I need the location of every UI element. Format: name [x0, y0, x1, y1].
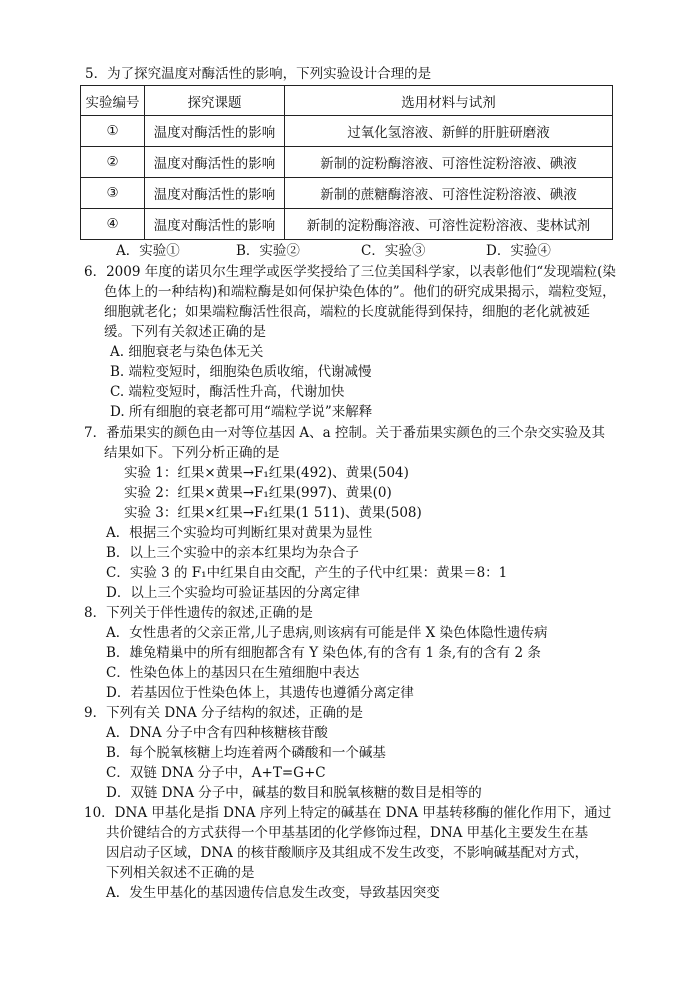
q5-stem: 5．为了探究温度对酶活性的影响，下列实验设计合理的是 [85, 66, 432, 82]
q9-option-b: B．每个脱氧核糖上均连着两个磷酸和一个碱基 [106, 745, 386, 761]
q7-stem-line: 7．番茄果实的颜色由一对等位基因 A、a 控制。关于番茄果实颜色的三个杂交实验及其 [84, 425, 605, 441]
q7-option-c: C．实验 3 的 F₁中红果自由交配，产生的子代中红果：黄果＝8：1 [106, 565, 508, 581]
q9-option-c: C．双链 DNA 分子中，A+T=G+C [106, 765, 326, 781]
q5-option-d: D．实验④ [486, 243, 551, 259]
q5-option-c: C．实验③ [361, 243, 426, 259]
q6-option-a: A. 细胞衰老与染色体无关 [110, 344, 264, 360]
table-cell: ④ [81, 209, 145, 240]
q6-option-c: C. 端粒变短时，酶活性升高，代谢加快 [110, 384, 345, 400]
table-cell: 温度对酶活性的影响 [145, 116, 285, 147]
q6-stem-line: 细胞就老化；如果端粒酶活性很高，端粒的长度就能得到保持，细胞的老化就被延 [104, 304, 590, 320]
q10-stem-line: 共价键结合的方式获得一个甲基基团的化学修饰过程，DNA 甲基化主要发生在基 [106, 825, 589, 841]
table-cell: ② [81, 147, 145, 178]
q7-experiment-2: 实验 2：红果×黄果→F₁红果(997)、黄果(0) [124, 485, 392, 501]
q7-stem-line: 结果如下。下列分析正确的是 [104, 445, 280, 461]
table-cell: 新制的蔗糖酶溶液、可溶性淀粉溶液、碘液 [285, 178, 613, 209]
table-row [81, 116, 613, 147]
q5-option-a: A．实验① [116, 243, 180, 259]
q5-options [116, 241, 636, 261]
q8-option-c: C．性染色体上的基因只在生殖细胞中表达 [106, 665, 360, 681]
table-cell: ③ [81, 178, 145, 209]
q6-stem-line: 缓。下列有关叙述正确的是 [104, 324, 266, 340]
q7-experiment-3: 实验 3：红果×红果→F₁红果(1 511)、黄果(508) [124, 505, 422, 521]
table-cell: 新制的淀粉酶溶液、可溶性淀粉溶液、斐林试剂 [285, 209, 613, 240]
q7-option-d: D．以上三个实验均可验证基因的分离定律 [106, 585, 360, 601]
q6-stem-line: 色体上的一种结构)和端粒酶是如何保护染色体的”。他们的研究成果揭示，端粒变短， [104, 284, 616, 300]
table-cell: 新制的淀粉酶溶液、可溶性淀粉溶液、碘液 [285, 147, 613, 178]
q10-stem-line: 10．DNA 甲基化是指 DNA 序列上特定的碱基在 DNA 甲基转移酶的催化作用下，通过 [84, 805, 612, 821]
q8-option-b: B．雄兔精巢中的所有细胞都含有 Y 染色体,有的含有 1 条,有的含有 2 条 [106, 645, 541, 661]
q8-stem: 8．下列关于伴性遗传的叙述,正确的是 [84, 605, 313, 621]
table-row [81, 178, 613, 209]
table-row [81, 147, 613, 178]
table-cell: 温度对酶活性的影响 [145, 209, 285, 240]
q7-option-b: B．以上三个实验中的亲本红果均为杂合子 [106, 545, 359, 561]
q7-option-a: A．根据三个实验均可判断红果对黄果为显性 [106, 525, 373, 541]
q6-option-b: B. 端粒变短时，细胞染色质收缩，代谢减慢 [110, 364, 372, 380]
table-cell: 温度对酶活性的影响 [145, 147, 285, 178]
table-cell: 过氧化氢溶液、新鲜的肝脏研磨液 [285, 116, 613, 147]
table-cell: 温度对酶活性的影响 [145, 178, 285, 209]
q10-stem-line: 下列相关叙述不正确的是 [106, 865, 255, 881]
table-header-row [81, 86, 613, 116]
q7-experiment-1: 实验 1：红果×黄果→F₁红果(492)、黄果(504) [124, 465, 409, 481]
experiment-table [80, 85, 613, 240]
q8-option-a: A．女性患者的父亲正常,儿子患病,则该病有可能是伴 X 染色体隐性遗传病 [106, 625, 548, 641]
q5-option-b: B．实验② [236, 243, 300, 259]
q10-option-a: A．发生甲基化的基因遗传信息发生改变，导致基因突变 [106, 885, 440, 901]
q8-option-d: D．若基因位于性染色体上，其遗传也遵循分离定律 [106, 685, 414, 701]
q6-option-d: D. 所有细胞的衰老都可用“端粒学说”来解释 [110, 404, 373, 420]
q9-option-a: A．DNA 分子中含有四种核糖核苷酸 [106, 725, 328, 741]
table-cell: ① [81, 116, 145, 147]
q9-option-d: D．双链 DNA 分子中，碱基的数目和脱氧核糖的数目是相等的 [106, 785, 482, 801]
q9-stem: 9．下列有关 DNA 分子结构的叙述，正确的是 [84, 705, 364, 721]
q6-stem-line: 6．2009 年度的诺贝尔生理学或医学奖授给了三位美国科学家，以表彰他们“发现端粒(染 [84, 264, 616, 280]
table-row [81, 209, 613, 240]
table-header-cell: 实验编号 [81, 86, 145, 116]
q10-stem-line: 因启动子区域，DNA 的核苷酸顺序及其组成不发生改变，不影响碱基配对方式， [106, 845, 589, 861]
table-header-cell: 探究课题 [145, 86, 285, 116]
table-header-cell: 选用材料与试剂 [285, 86, 613, 116]
